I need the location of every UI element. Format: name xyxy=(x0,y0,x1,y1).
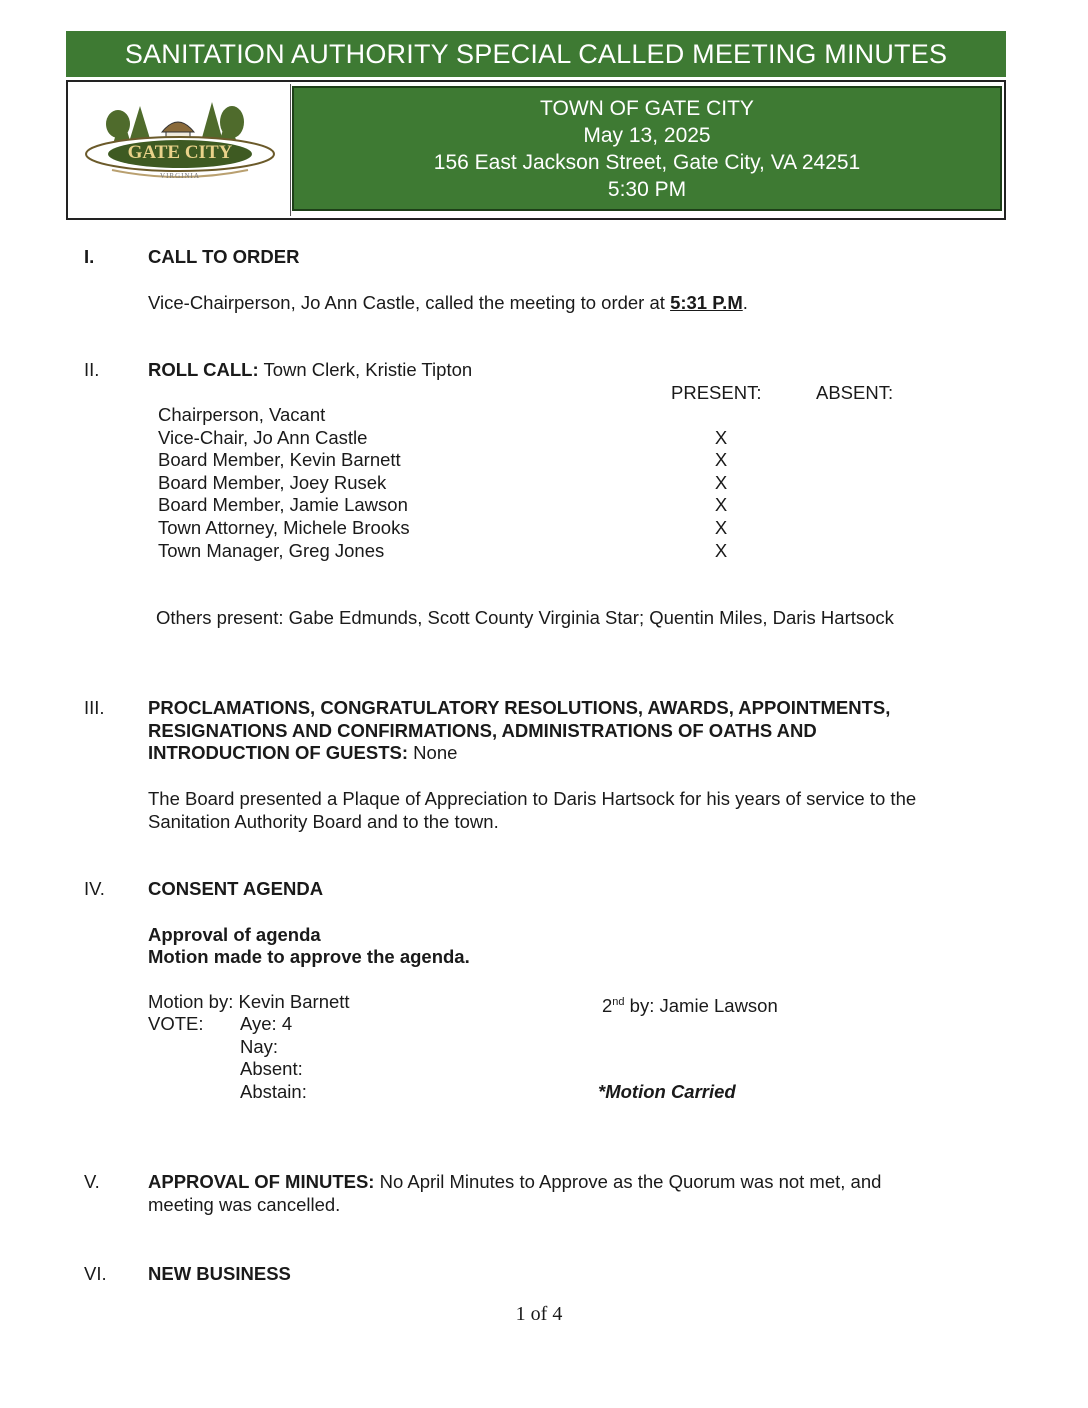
section-heading-line: RESIGNATIONS AND CONFIRMATIONS, ADMINISTRATIONS OF OATHS AND xyxy=(148,720,817,741)
vote-label: VOTE: xyxy=(148,1013,204,1034)
guests-label: INTRODUCTION OF GUESTS: xyxy=(148,742,409,763)
second-by xyxy=(602,991,778,1018)
page-number: 1 of 4 xyxy=(515,1303,563,1325)
second-by-name: by: Jamie Lawson xyxy=(624,995,778,1017)
roll-call-present-mark: X xyxy=(714,494,728,515)
vote-aye: Aye: 4 xyxy=(240,1013,293,1034)
roll-call-name: Vice-Chair, Jo Ann Castle xyxy=(158,427,368,448)
section-number: IV. xyxy=(84,878,105,899)
roll-call-name: Board Member, Jamie Lawson xyxy=(158,494,408,515)
vote-absent: Absent: xyxy=(240,1058,303,1079)
motion-by: Motion by: Kevin Barnett xyxy=(148,991,350,1012)
section-number: V. xyxy=(84,1171,100,1192)
town-name: TOWN OF GATE CITY xyxy=(540,96,754,120)
call-to-order-time: 5:31 P.M xyxy=(670,292,743,313)
meeting-date: May 13, 2025 xyxy=(583,123,711,147)
call-to-order-period: . xyxy=(742,292,748,313)
motion-result: *Motion Carried xyxy=(598,1081,736,1102)
roll-call-present-mark: X xyxy=(714,472,728,493)
approval-of-minutes-line xyxy=(148,1171,881,1194)
call-to-order-text xyxy=(148,292,748,315)
section-heading: CALL TO ORDER xyxy=(148,246,300,267)
roll-call-present-mark: X xyxy=(714,427,728,448)
roll-call-label: ROLL CALL: xyxy=(148,359,259,380)
town-logo xyxy=(70,84,291,216)
roll-call-present-mark: X xyxy=(714,517,728,538)
section-number: VI. xyxy=(84,1263,107,1284)
roll-call-name: Chairperson, Vacant xyxy=(158,404,326,425)
section-heading-line: PROCLAMATIONS, CONGRATULATORY RESOLUTIONS, AWARDS, APPOINTMENTS, xyxy=(148,697,891,718)
logo-text: GATE CITY xyxy=(127,142,233,163)
section-heading: CONSENT AGENDA xyxy=(148,878,324,899)
section-number: II. xyxy=(84,359,100,380)
meeting-info-box xyxy=(292,86,1002,211)
absent-column-header: ABSENT: xyxy=(816,382,894,403)
others-present: Others present: Gabe Edmunds, Scott County Virginia Star; Quentin Miles, Daris Hartsock xyxy=(156,607,894,628)
second-ordinal: 2 xyxy=(602,995,613,1017)
plaque-paragraph-line: Sanitation Authority Board and to the town. xyxy=(148,811,499,832)
section-number: III. xyxy=(84,697,105,718)
roll-call-name: Board Member, Kevin Barnett xyxy=(158,449,401,470)
roll-call-name: Town Manager, Greg Jones xyxy=(158,540,385,561)
vote-abstain: Abstain: xyxy=(240,1081,307,1102)
guests-value: None xyxy=(408,742,458,763)
second-ordinal-suffix: nd xyxy=(612,996,625,1008)
roll-call-clerk: Town Clerk, Kristie Tipton xyxy=(258,359,473,380)
document-title: SANITATION AUTHORITY SPECIAL CALLED MEETING MINUTES xyxy=(66,31,1006,77)
call-to-order-sentence: Vice-Chairperson, Jo Ann Castle, called the meeting to order at xyxy=(148,292,671,313)
section-heading-line xyxy=(148,742,457,765)
agenda-motion-text: Motion made to approve the agenda. xyxy=(148,946,470,967)
vote-nay: Nay: xyxy=(240,1036,279,1057)
roll-call-name: Town Attorney, Michele Brooks xyxy=(158,517,410,538)
section-number: I. xyxy=(84,246,95,267)
plaque-paragraph-line: The Board presented a Plaque of Appreciation to Daris Hartsock for his years of service to the xyxy=(148,788,917,809)
present-column-header: PRESENT: xyxy=(671,382,762,403)
agenda-subheading: Approval of agenda xyxy=(148,924,321,945)
roll-call-heading xyxy=(148,359,472,382)
approval-of-minutes-line: meeting was cancelled. xyxy=(148,1194,341,1215)
meeting-address: 156 East Jackson Street, Gate City, VA 24251 xyxy=(433,150,861,174)
roll-call-name: Board Member, Joey Rusek xyxy=(158,472,387,493)
approval-of-minutes-label: APPROVAL OF MINUTES: xyxy=(148,1171,375,1192)
section-heading: NEW BUSINESS xyxy=(148,1263,291,1284)
roll-call-present-mark: X xyxy=(714,449,728,470)
approval-of-minutes-text: No April Minutes to Approve as the Quorum was not met, and xyxy=(374,1171,882,1192)
logo-subtext: VIRGINIA xyxy=(160,172,200,180)
meeting-time: 5:30 PM xyxy=(607,177,687,201)
roll-call-present-mark: X xyxy=(714,540,728,561)
